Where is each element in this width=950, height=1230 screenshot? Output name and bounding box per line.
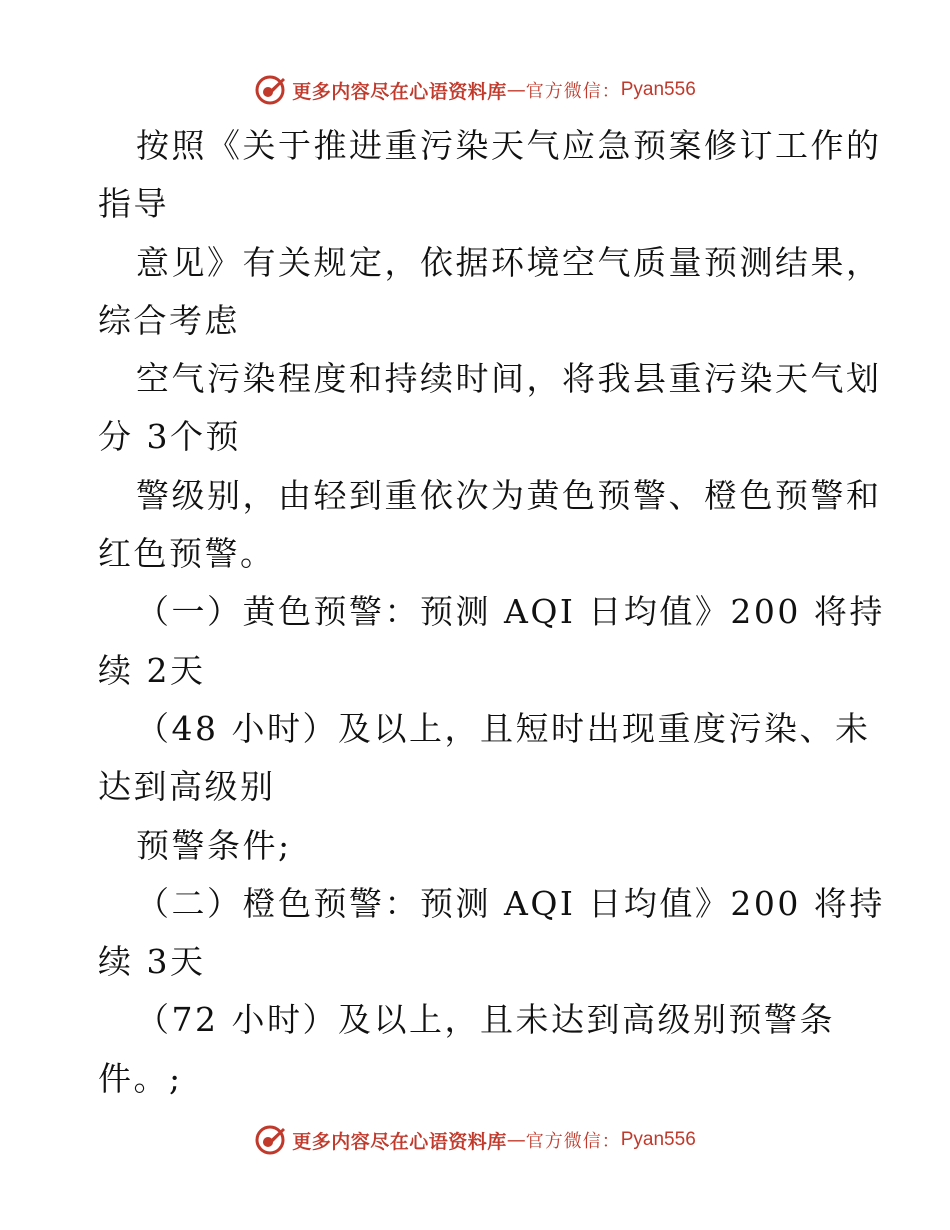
text-line: （二）橙色预警：预测 AQI 日均值》200 将持 [136,883,885,923]
text-line: 续 3天 [98,942,206,982]
text-line: 综合考虑 [98,300,240,340]
text-line: 警级别，由轻到重依次为黄色预警、橙色预警和 [136,475,882,515]
text-line: 红色预警。 [98,534,276,574]
text-line: 按照《关于推进重污染天气应急预案修订工作的 [136,126,882,165]
text-line: （一）黄色预警：预测 AQI 日均值》200 将持 [136,592,885,632]
text-line: 指导 [98,184,169,224]
header-wechat-label: 官方微信： [525,81,621,102]
text-line: 达到高级别 [98,767,276,807]
footer-wechat-label: 官方微信： [525,1131,621,1152]
document-body [98,117,885,1108]
text-line: （48 小时）及以上，且短时出现重度污染、未 [136,708,871,748]
text-line: 空气污染程度和持续时间，将我县重污染天气划 [136,359,882,399]
text-line: 续 2天 [98,650,206,690]
footer-dash: — [506,1129,526,1151]
header-banner [0,70,950,110]
text-line: 件。; [98,1058,183,1098]
text-line: 分 3个预 [98,417,241,457]
text-line: 意见》有关规定，依据环境空气质量预测结果， [136,242,882,282]
footer-brand-text: 更多内容尽在心语资料库 [292,1130,507,1153]
text-line: 预警条件; [136,825,292,865]
header-dash: — [506,79,526,101]
text-line: （72 小时）及以上，且未达到高级别预警条 [136,1000,835,1040]
footer-banner [0,1120,950,1160]
pen-circle-logo-icon [254,1124,286,1156]
header-brand-text: 更多内容尽在心语资料库 [292,80,507,103]
header-wechat-id: Pyan556 [620,79,696,100]
footer-wechat-id: Pyan556 [620,1129,696,1150]
pen-circle-logo-icon [254,74,286,106]
